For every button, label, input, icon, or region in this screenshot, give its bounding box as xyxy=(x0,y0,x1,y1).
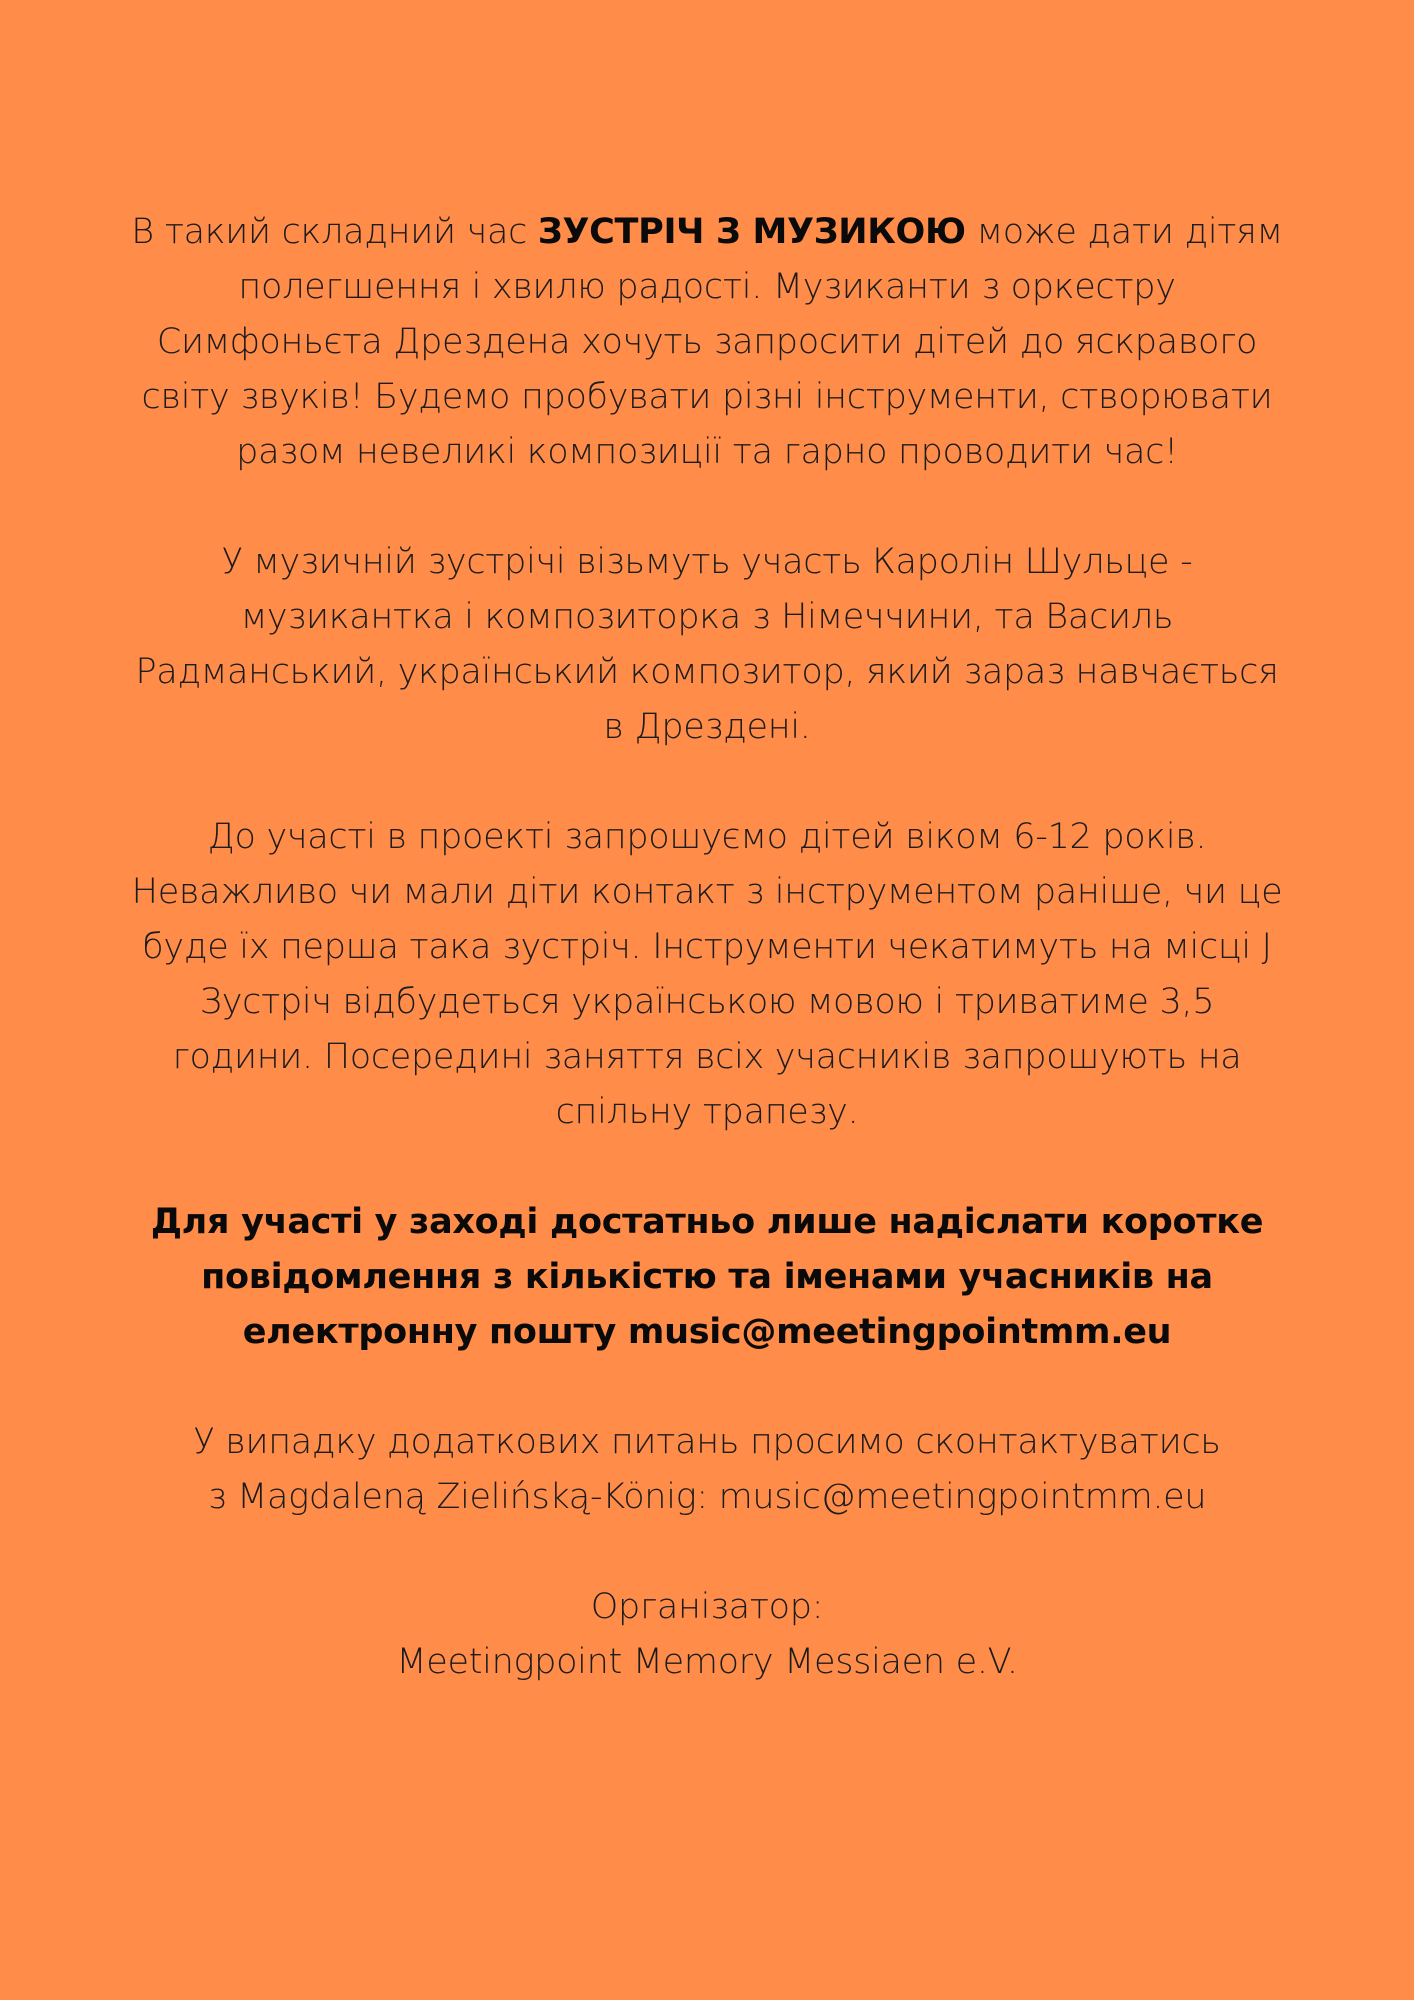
spacer xyxy=(100,480,1314,535)
spacer xyxy=(100,1525,1314,1580)
contact-line: з Magdaleną Zielińską-König: music@meetingpointmm.eu xyxy=(207,1477,1207,1517)
intro-line: Симфоньєта Дрездена хочуть запросити дітей до яскравого xyxy=(156,322,1258,362)
intro-line-1-prefix: В такий складний час xyxy=(131,212,538,252)
details-line: Неважливо чи мали діти контакт з інструментом раніше, чи це xyxy=(131,872,1283,912)
details-paragraph xyxy=(100,810,1314,1140)
registration-line: повідомлення з кількістю та іменами учасників на xyxy=(201,1257,1213,1297)
registration-paragraph xyxy=(100,1195,1314,1360)
details-line: години. Посередині заняття всіх учасників запрошують на xyxy=(172,1037,1242,1077)
participants-line: музикантка і композиторка з Німеччини, та Василь xyxy=(240,597,1174,637)
intro-line: разом невеликі композиції та гарно проводити час! xyxy=(236,432,1178,472)
organizer-name: Meetingpoint Memory Messiaen e.V. xyxy=(396,1642,1018,1682)
intro-headline-bold: ЗУСТРІЧ З МУЗИКОЮ xyxy=(537,212,966,252)
contact-paragraph xyxy=(100,1415,1314,1525)
organizer-section xyxy=(100,1580,1314,1690)
organizer-label: Організатор: xyxy=(590,1587,824,1627)
spacer xyxy=(100,1360,1314,1415)
spacer xyxy=(100,755,1314,810)
details-line: Зустріч відбудеться українською мовою і триватиме 3,5 xyxy=(199,982,1215,1022)
details-line: До участі в проекті запрошуємо дітей віком 6-12 років. xyxy=(207,817,1207,857)
participants-paragraph xyxy=(100,535,1314,755)
spacer xyxy=(100,1140,1314,1195)
intro-line: полегшення і хвилю радості. Музиканти з оркестру xyxy=(238,267,1176,307)
details-line: буде їх перша така зустріч. Інструменти чекатимуть на місці J xyxy=(142,927,1272,967)
registration-line: електронну пошту music@meetingpointmm.eu xyxy=(242,1312,1172,1352)
participants-line: в Дрездені. xyxy=(603,707,811,747)
participants-line: Радманський, український композитор, який зараз навчається xyxy=(135,652,1279,692)
contact-line: У випадку додаткових питань просимо сконтактуватись xyxy=(193,1422,1221,1462)
participants-line: У музичній зустрічі візьмуть участь Каролін Шульце - xyxy=(221,542,1193,582)
details-line: спільну трапезу. xyxy=(555,1092,859,1132)
intro-line-1 xyxy=(100,205,1314,260)
intro-line-1-suffix: може дати дітям xyxy=(965,212,1283,252)
intro-line: світу звуків! Будемо пробувати різні інструменти, створювати xyxy=(141,377,1273,417)
intro-paragraph xyxy=(100,205,1314,480)
registration-line: Для участі у заході достатньо лише надіслати коротке xyxy=(150,1202,1264,1242)
